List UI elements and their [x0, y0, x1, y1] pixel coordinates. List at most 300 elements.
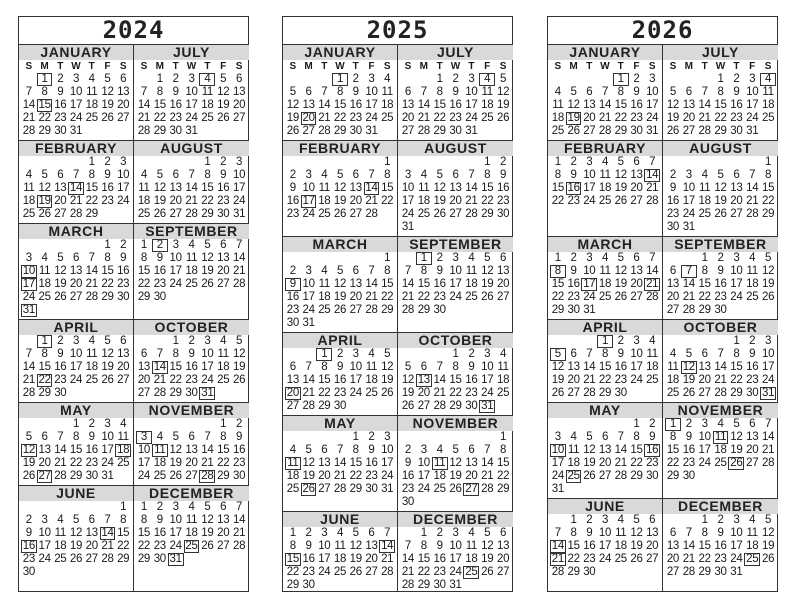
- day-cell: 3: [172, 501, 179, 513]
- day-cell: 25: [746, 291, 759, 303]
- week-row: [134, 514, 249, 527]
- week-row: [663, 208, 778, 221]
- day-cell: 15: [217, 444, 230, 456]
- day-cell: 24: [185, 112, 198, 124]
- week-row: [398, 169, 513, 182]
- week-row: [398, 361, 513, 374]
- day-cell: 14: [698, 99, 711, 111]
- day-cell: 15: [38, 361, 51, 373]
- day-cell: 13: [54, 182, 67, 194]
- day-cell: 6: [452, 169, 459, 181]
- day-cell: 25: [381, 112, 394, 124]
- day-cell: 25: [217, 374, 230, 386]
- day-cell: 7: [404, 540, 411, 552]
- week-row: [134, 112, 249, 125]
- day-cell: 11: [138, 182, 150, 194]
- day-cell: 4: [188, 501, 195, 513]
- day-cell: 11: [318, 182, 330, 194]
- day-cell: 27: [185, 470, 198, 482]
- month-october: [398, 332, 513, 413]
- week-row: [548, 483, 662, 496]
- day-cell: 10: [117, 169, 130, 181]
- day-cell: 1: [220, 418, 227, 430]
- day-cell: 21: [185, 195, 198, 207]
- day-cell: 14: [481, 457, 494, 469]
- day-cell: 24: [481, 387, 494, 399]
- day-cell: 18: [153, 457, 166, 469]
- day-cell: [100, 304, 116, 317]
- day-cell: 27: [401, 125, 415, 137]
- day-cell: [432, 221, 448, 234]
- day-cell: [416, 431, 432, 444]
- day-cell: 9: [669, 182, 676, 194]
- day-cell: 1: [140, 239, 147, 251]
- day-cell: [152, 156, 168, 169]
- day-cell: 22: [730, 374, 743, 386]
- day-cell: 11: [217, 348, 229, 360]
- day-cell: [52, 566, 68, 579]
- day-cell: 24: [465, 112, 478, 124]
- day-cell: 8: [765, 169, 772, 181]
- day-cell: 24: [401, 208, 415, 220]
- day-cell: 29: [38, 125, 51, 137]
- day-cell: 19: [730, 444, 743, 456]
- day-cell: [364, 156, 380, 169]
- day-cell: 31: [449, 579, 462, 591]
- week-row: [19, 361, 133, 374]
- day-cell: 7: [749, 169, 756, 181]
- day-cell: 1: [765, 156, 772, 168]
- week-row: [548, 457, 662, 470]
- day-cell: 8: [41, 86, 48, 98]
- week-row: [398, 527, 513, 540]
- day-cell: 24: [746, 112, 759, 124]
- day-cell: 17: [583, 182, 596, 194]
- half-right: [134, 44, 249, 591]
- day-cell: 13: [117, 86, 130, 98]
- week-row: [283, 431, 397, 444]
- day-cell: [495, 304, 511, 317]
- day-cell: [184, 156, 200, 169]
- week-row: [398, 73, 513, 86]
- week-row: [134, 470, 249, 483]
- day-cell: 28: [481, 483, 494, 495]
- day-cell: 29: [381, 304, 394, 316]
- week-row: [19, 501, 133, 514]
- week-row: [19, 553, 133, 566]
- day-cell: 30: [682, 470, 695, 482]
- day-cell: 9: [289, 182, 296, 194]
- day-cell: 1: [332, 73, 348, 86]
- week-row: [548, 418, 662, 431]
- day-cell: 30: [85, 470, 98, 482]
- day-cell: [37, 239, 53, 252]
- weekday-letter: S: [499, 61, 507, 72]
- day-cell: 5: [500, 73, 507, 85]
- day-cell: [744, 304, 760, 317]
- day-cell: 22: [381, 291, 394, 303]
- day-cell: [316, 252, 332, 265]
- week-row: [398, 387, 513, 400]
- day-cell: 15: [117, 527, 130, 539]
- day-cell: 22: [630, 457, 643, 469]
- day-cell: 4: [701, 169, 708, 181]
- day-cell: 8: [484, 169, 491, 181]
- day-cell: 6: [500, 252, 507, 264]
- day-cell: 23: [401, 483, 415, 495]
- day-cell: 22: [153, 112, 166, 124]
- week-row: [19, 444, 133, 457]
- week-row: [283, 169, 397, 182]
- day-cell: 22: [698, 291, 711, 303]
- day-cell: 1: [633, 418, 640, 430]
- day-cell: 10: [746, 86, 759, 98]
- day-cell: 5: [570, 86, 577, 98]
- day-cell: 9: [649, 431, 656, 443]
- day-cell: [84, 239, 100, 252]
- day-cell: [100, 387, 116, 400]
- week-row: [663, 470, 778, 483]
- day-cell: [613, 566, 629, 579]
- day-cell: 17: [38, 540, 51, 552]
- day-cell: 10: [349, 361, 362, 373]
- day-cell: 13: [38, 444, 51, 456]
- day-cell: [728, 304, 744, 317]
- day-cell: 2: [57, 73, 64, 85]
- day-cell: 19: [433, 195, 446, 207]
- day-cell: 28: [614, 470, 627, 482]
- month-name: JUNE: [283, 511, 397, 527]
- day-cell: 9: [468, 361, 475, 373]
- day-cell: 24: [201, 374, 214, 386]
- day-cell: 28: [401, 579, 415, 591]
- day-cell: 13: [401, 99, 415, 111]
- day-cell: [697, 470, 713, 483]
- day-cell: 29: [217, 470, 230, 482]
- day-cell: 12: [666, 99, 680, 111]
- week-row: [398, 125, 513, 138]
- day-cell: 25: [746, 553, 759, 565]
- day-cell: 9: [368, 444, 375, 456]
- day-cell: 12: [22, 444, 35, 456]
- day-cell: 18: [465, 278, 478, 290]
- day-cell: 9: [156, 514, 163, 526]
- day-cell: [448, 496, 464, 509]
- day-cell: 23: [185, 374, 198, 386]
- day-cell: 26: [349, 566, 362, 578]
- day-cell: 17: [746, 99, 759, 111]
- day-cell: 6: [500, 527, 507, 539]
- month-september: [663, 236, 778, 317]
- day-cell: 20: [646, 540, 659, 552]
- month-may: [548, 402, 662, 496]
- day-cell: 10: [551, 444, 564, 456]
- day-cell: 31: [169, 553, 182, 565]
- day-cell: [597, 483, 613, 496]
- week-row: [134, 169, 249, 182]
- week-row: [134, 265, 249, 278]
- day-cell: 15: [481, 182, 494, 194]
- day-cell: 9: [586, 527, 593, 539]
- day-cell: 15: [567, 540, 580, 552]
- day-cell: 19: [38, 195, 51, 207]
- day-cell: 27: [137, 387, 151, 399]
- day-cell: [84, 387, 100, 400]
- day-cell: 20: [630, 182, 643, 194]
- day-cell: 1: [316, 348, 332, 361]
- day-cell: 24: [449, 291, 462, 303]
- day-cell: 26: [714, 208, 727, 220]
- day-cell: 6: [649, 514, 656, 526]
- day-cell: 26: [302, 483, 315, 495]
- day-cell: [168, 418, 184, 431]
- day-cell: 16: [646, 444, 659, 456]
- day-cell: 6: [220, 501, 227, 513]
- day-cell: 29: [698, 566, 711, 578]
- day-cell: 5: [336, 169, 344, 181]
- day-cell: 21: [232, 265, 246, 277]
- day-cell: [681, 156, 697, 169]
- day-cell: 7: [436, 361, 443, 373]
- day-cell: [348, 252, 364, 265]
- day-cell: [665, 73, 681, 86]
- day-cell: [744, 156, 760, 169]
- week-row: [19, 514, 133, 527]
- day-cell: 9: [436, 265, 443, 277]
- day-cell: 1: [204, 156, 211, 168]
- weekday-letter: M: [569, 61, 578, 72]
- day-cell: [215, 553, 231, 566]
- day-cell: 17: [302, 291, 315, 303]
- day-cell: 23: [646, 457, 659, 469]
- day-cell: 4: [436, 444, 443, 456]
- day-cell: 27: [232, 112, 246, 124]
- day-cell: 5: [384, 348, 391, 360]
- day-cell: [760, 470, 776, 483]
- week-row: [19, 566, 133, 579]
- day-cell: 4: [420, 169, 427, 181]
- day-cell: 3: [204, 335, 211, 347]
- day-cell: 3: [701, 418, 708, 430]
- day-cell: 12: [583, 444, 596, 456]
- day-cell: [316, 156, 332, 169]
- day-cell: 30: [232, 470, 246, 482]
- day-cell: [697, 156, 713, 169]
- day-cell: 5: [352, 527, 359, 539]
- day-cell: 6: [172, 169, 179, 181]
- day-cell: 12: [69, 527, 83, 539]
- weekday-letter: T: [88, 61, 95, 72]
- day-cell: [613, 483, 629, 496]
- day-cell: 4: [289, 444, 296, 456]
- day-cell: 6: [669, 527, 676, 539]
- day-cell: 12: [201, 514, 214, 526]
- day-cell: 14: [417, 99, 430, 111]
- week-row: [283, 252, 397, 265]
- day-cell: [52, 156, 68, 169]
- week-row: [663, 304, 778, 317]
- day-cell: [744, 470, 760, 483]
- day-cell: 29: [481, 208, 494, 220]
- week-row: [663, 387, 778, 400]
- day-cell: 19: [349, 553, 362, 565]
- day-cell: [713, 335, 729, 348]
- day-cell: 23: [22, 553, 35, 565]
- day-cell: 6: [220, 239, 227, 251]
- day-cell: 28: [232, 540, 246, 552]
- day-cell: 31: [682, 221, 695, 233]
- day-cell: 21: [746, 195, 759, 207]
- week-row: [283, 265, 397, 278]
- day-cell: 3: [72, 73, 80, 85]
- day-cell: [152, 335, 168, 348]
- week-row: [663, 527, 778, 540]
- day-cell: 10: [232, 169, 246, 181]
- day-cell: 30: [630, 125, 643, 137]
- day-cell: 8: [384, 169, 391, 181]
- day-cell: 13: [630, 265, 643, 277]
- weekday-letter: F: [633, 61, 640, 72]
- week-row: [398, 457, 513, 470]
- day-cell: 18: [365, 374, 378, 386]
- day-cell: 25: [714, 457, 727, 469]
- day-cell: 8: [156, 86, 163, 98]
- day-cell: 27: [666, 566, 680, 578]
- day-cell: 15: [201, 182, 214, 194]
- day-cell: 26: [101, 112, 114, 124]
- day-cell: 16: [217, 182, 230, 194]
- week-row: [663, 514, 778, 527]
- day-cell: 19: [761, 278, 775, 290]
- day-cell: [37, 418, 53, 431]
- weekday-header: [548, 60, 662, 73]
- week-row: [663, 195, 778, 208]
- day-cell: 17: [302, 195, 315, 207]
- day-cell: 14: [365, 182, 378, 194]
- day-cell: 22: [698, 553, 711, 565]
- day-cell: 12: [381, 361, 394, 373]
- day-cell: 18: [746, 278, 759, 290]
- day-cell: [115, 387, 131, 400]
- day-cell: 28: [137, 125, 151, 137]
- month-name: AUGUST: [663, 140, 778, 156]
- week-row: [283, 457, 397, 470]
- day-cell: 26: [496, 112, 510, 124]
- week-row: [663, 86, 778, 99]
- day-cell: 28: [381, 566, 394, 578]
- day-cell: [184, 553, 200, 566]
- day-cell: 17: [646, 99, 659, 111]
- day-cell: 5: [436, 169, 443, 181]
- day-cell: 29: [761, 208, 775, 220]
- week-row: [19, 239, 133, 252]
- day-cell: 29: [101, 291, 114, 303]
- day-cell: 29: [318, 400, 331, 412]
- month-june: [548, 498, 662, 579]
- day-cell: 5: [305, 444, 312, 456]
- week-row: [663, 182, 778, 195]
- day-cell: 11: [465, 265, 478, 277]
- day-cell: 25: [318, 304, 331, 316]
- day-cell: 13: [232, 86, 246, 98]
- day-cell: 20: [217, 265, 230, 277]
- day-cell: 17: [630, 361, 643, 373]
- day-cell: 26: [333, 208, 347, 220]
- week-row: [19, 252, 133, 265]
- day-cell: 10: [481, 361, 494, 373]
- day-cell: [115, 470, 131, 483]
- day-cell: 7: [236, 239, 243, 251]
- day-cell: 12: [496, 86, 510, 98]
- day-cell: [316, 73, 332, 86]
- day-cell: 1: [701, 514, 708, 526]
- day-cell: 3: [420, 444, 427, 456]
- day-cell: 15: [598, 361, 612, 373]
- day-cell: 27: [349, 304, 362, 316]
- day-cell: 28: [22, 125, 35, 137]
- day-cell: 3: [484, 348, 491, 360]
- day-cell: 19: [481, 553, 494, 565]
- day-cell: 24: [646, 112, 659, 124]
- month-december: [134, 485, 249, 566]
- week-row: [19, 335, 133, 348]
- day-cell: 30: [22, 566, 35, 578]
- day-cell: 8: [436, 86, 443, 98]
- day-cell: 14: [746, 182, 759, 194]
- day-cell: [681, 335, 697, 348]
- day-cell: [199, 291, 215, 304]
- day-cell: 17: [365, 99, 378, 111]
- day-cell: 18: [333, 553, 347, 565]
- day-cell: [550, 514, 566, 527]
- day-cell: [644, 387, 660, 400]
- day-cell: 30: [666, 221, 680, 233]
- day-cell: 11: [599, 169, 611, 181]
- day-cell: 5: [550, 348, 566, 361]
- day-cell: 18: [201, 99, 214, 111]
- day-cell: 23: [217, 195, 230, 207]
- day-cell: 12: [730, 431, 743, 443]
- day-cell: [68, 387, 84, 400]
- day-cell: [136, 418, 152, 431]
- day-cell: 17: [69, 99, 83, 111]
- day-cell: 14: [137, 99, 151, 111]
- week-row: [19, 208, 133, 221]
- day-cell: 16: [286, 195, 299, 207]
- day-cell: [115, 566, 131, 579]
- day-cell: 2: [352, 73, 359, 85]
- day-cell: 22: [38, 112, 51, 124]
- weekday-header: [283, 60, 397, 73]
- day-cell: [301, 73, 317, 86]
- day-cell: 2: [172, 73, 179, 85]
- day-cell: 24: [302, 208, 315, 220]
- day-cell: [566, 418, 582, 431]
- day-cell: 18: [433, 470, 446, 482]
- day-cell: 18: [85, 99, 98, 111]
- day-cell: 18: [598, 278, 612, 290]
- day-cell: 7: [204, 431, 211, 443]
- week-row: [19, 112, 133, 125]
- day-cell: [463, 156, 479, 169]
- day-cell: 1: [554, 252, 561, 264]
- day-cell: 14: [646, 169, 659, 181]
- week-row: [134, 278, 249, 291]
- day-cell: 18: [761, 99, 775, 111]
- day-cell: 23: [365, 470, 378, 482]
- day-cell: [713, 156, 729, 169]
- week-row: [134, 527, 249, 540]
